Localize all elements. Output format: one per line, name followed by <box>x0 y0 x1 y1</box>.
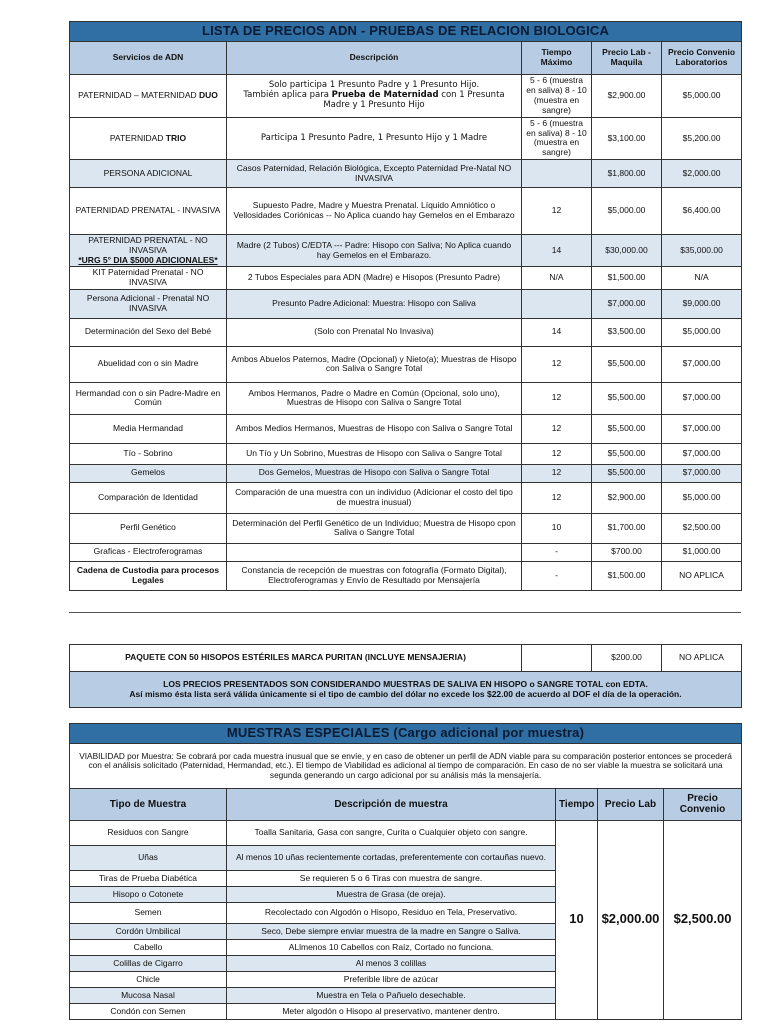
service-name: KIT Paternidad Prenatal - NO INVASIVA <box>70 267 227 290</box>
service-name: Perfil Genético <box>70 513 227 543</box>
description: Casos Paternidad, Relación Biológica, Excepto Paternidad Pre-Natal NO INVASIVA <box>227 160 522 188</box>
service-name-bold: TRIO <box>165 132 187 143</box>
agreement-price: NO APLICA <box>662 561 742 590</box>
service-name: Tío - Sobrino <box>70 443 227 464</box>
sample-description: Preferible libre de azúcar <box>227 971 556 987</box>
agreement-price: $7,000.00 <box>662 443 742 464</box>
service-name: Comparación de Identidad <box>70 482 227 513</box>
agreement-price: $5,200.00 <box>662 117 742 159</box>
sample-type: Mucosa Nasal <box>70 987 227 1003</box>
sample-description: ALlmenos 10 Cabellos con Raíz, Cortado no funciona. <box>227 939 556 955</box>
header-lab-price: Precio Lab - Maquila <box>592 41 662 74</box>
agreement-price: $7,000.00 <box>662 346 742 382</box>
table-row <box>70 414 742 443</box>
sample-description: Recolectado con Algodón o Hisopo, Residuo en Tela, Preservativo. <box>227 902 556 923</box>
sample-type: Uñas <box>70 845 227 870</box>
description: Dos Gemelos, Muestras de Hisopo con Saliva o Sangre Total <box>227 464 522 482</box>
header-sample-lab-price: Precio Lab <box>598 788 664 820</box>
header-time: Tiempo Máximo <box>522 41 592 74</box>
service-name: PERSONA ADICIONAL <box>70 160 227 188</box>
special-agreement-price: $2,500.00 <box>664 820 742 1019</box>
price-list-title: LISTA DE PRECIOS ADN - PRUEBAS DE RELACION BIOLOGICA <box>70 22 742 42</box>
table-row <box>70 820 742 845</box>
header-sample-time: Tiempo <box>556 788 598 820</box>
time-cell: 14 <box>522 318 592 346</box>
description: Solo participa 1 Presunto Padre y 1 Presunto Hijo. <box>268 80 480 91</box>
description: (Solo con Prenatal No Invasiva) <box>227 318 522 346</box>
service-name: Media Hermandad <box>70 414 227 443</box>
time-cell: 12 <box>522 482 592 513</box>
table-row <box>70 318 742 346</box>
service-name: PATERNIDAD <box>109 132 166 143</box>
time-cell: 5 - 6 (muestra en saliva) 8 - 10 (muestra en sangre) <box>522 74 592 117</box>
header-sample-description: Descripción de muestra <box>227 788 556 820</box>
description: 2 Tubos Especiales para ADN (Madre) e Hisopos (Presunto Padre) <box>227 267 522 290</box>
service-name: Persona Adicional - Prenatal NO INVASIVA <box>70 289 227 318</box>
lab-price: $5,500.00 <box>592 382 662 414</box>
service-name: Determinación del Sexo del Bebé <box>70 318 227 346</box>
service-name-bold: DUO <box>199 90 218 101</box>
description: con 1 Presunta Madre y 1 Presunto Hijo <box>323 90 505 110</box>
sample-description: Meter algodón o Hisopo al preservativo, mantener dentro. <box>227 1003 556 1019</box>
description: Madre (2 Tubos) C/EDTA --- Padre: Hisopo con Saliva; No Aplica cuando hay Gemelos en el Embarazo. <box>227 235 522 267</box>
urgent-note: *URG 5° DIA $5000 ADICIONALES* <box>78 254 218 265</box>
time-cell: 14 <box>522 235 592 267</box>
agreement-price: $5,000.00 <box>662 482 742 513</box>
table-row <box>70 160 742 188</box>
sample-description: Al menos 10 uñas recientemente cortadas, preferentemente con cortauñas nuevo. <box>227 845 556 870</box>
description: Supuesto Padre, Madre y Muestra Prenatal. Líquido Amniótico o Vellosidades Coriónicas -- No Aplica cuando hay Gemelos en el Embarazo <box>227 188 522 235</box>
lab-price: $2,900.00 <box>592 482 662 513</box>
package-table <box>69 644 742 708</box>
sample-type: Hisopo o Cotonete <box>70 886 227 902</box>
time-cell: 12 <box>522 382 592 414</box>
header-agreement-price: Precio Convenio Laboratorios <box>662 41 742 74</box>
package-lab-price: $200.00 <box>592 645 662 672</box>
time-cell: - <box>522 543 592 561</box>
agreement-price: $6,400.00 <box>662 188 742 235</box>
lab-price: $700.00 <box>592 543 662 561</box>
agreement-price: $2,000.00 <box>662 160 742 188</box>
package-time <box>522 645 592 672</box>
description: Ambos Hermanos, Padre o Madre en Común (Opcional, solo uno), Muestras de Hisopo con Saliva o Sangre Total <box>227 382 522 414</box>
special-time: 10 <box>556 820 598 1019</box>
sample-type: Chicle <box>70 971 227 987</box>
table-row <box>70 188 742 235</box>
header-description: Descripción <box>227 41 522 74</box>
price-list-table <box>69 21 742 591</box>
sample-type: Cabello <box>70 939 227 955</box>
table-row <box>70 346 742 382</box>
agreement-price: $5,000.00 <box>662 74 742 117</box>
description: Ambos Abuelos Paternos, Madre (Opcional) y Nieto(a); Muestras de Hisopo con Saliva o Sangre Total <box>227 346 522 382</box>
special-samples-table <box>69 723 742 1020</box>
agreement-price: $9,000.00 <box>662 289 742 318</box>
special-samples-title: MUESTRAS ESPECIALES (Cargo adicional por muestra) <box>70 724 742 744</box>
special-lab-price: $2,000.00 <box>598 820 664 1019</box>
lab-price: $7,000.00 <box>592 289 662 318</box>
table-row <box>70 443 742 464</box>
agreement-price: $7,000.00 <box>662 382 742 414</box>
sample-description: Muestra de Grasa (de oreja). <box>227 886 556 902</box>
table-row <box>70 117 742 159</box>
table-row <box>70 289 742 318</box>
description: Un Tío y Un Sobrino, Muestras de Hisopo con Saliva o Sangre Total <box>227 443 522 464</box>
description: Constancia de recepción de muestras con fotografía (Formato Digital), Electroferogramas y Envío de Resultado por Mensajería <box>227 561 522 590</box>
table-row <box>70 74 742 117</box>
service-name: Cadena de Custodia para procesos Legales <box>70 561 227 590</box>
sample-description: Seco, Debe siempre enviar muestra de la madre en Sangre o Saliva. <box>227 923 556 939</box>
lab-price: $5,500.00 <box>592 346 662 382</box>
time-cell <box>522 289 592 318</box>
agreement-price: $7,000.00 <box>662 464 742 482</box>
section-divider <box>69 612 741 613</box>
lab-price: $5,500.00 <box>592 443 662 464</box>
lab-price: $1,700.00 <box>592 513 662 543</box>
sample-type: Colillas de Cigarro <box>70 955 227 971</box>
lab-price: $1,500.00 <box>592 561 662 590</box>
agreement-price: $5,000.00 <box>662 318 742 346</box>
table-row <box>70 482 742 513</box>
lab-price: $3,500.00 <box>592 318 662 346</box>
header-sample-agreement-price: Precio Convenio <box>664 788 742 820</box>
sample-type: Residuos con Sangre <box>70 820 227 845</box>
header-service: Servicios de ADN <box>70 41 227 74</box>
description: También aplica para <box>243 90 332 101</box>
time-cell: 5 - 6 (muestra en saliva) 8 - 10 (muestra en sangre) <box>522 117 592 159</box>
description-bold: Prueba de Maternidad <box>331 90 439 101</box>
table-row <box>70 464 742 482</box>
service-name: Hermandad con o sin Padre-Madre en Común <box>70 382 227 414</box>
table-row <box>70 267 742 290</box>
package-label: PAQUETE CON 50 HISOPOS ESTÉRILES MARCA PURITAN (INCLUYE MENSAJERIA) <box>70 645 522 672</box>
service-name: PATERNIDAD PRENATAL - INVASIVA <box>70 188 227 235</box>
lab-price: $5,500.00 <box>592 464 662 482</box>
sample-description: Toalla Sanitaria, Gasa con sangre, Curita o Cualquier objeto con sangre. <box>227 820 556 845</box>
sample-description: Al menos 3 colillas <box>227 955 556 971</box>
sample-type: Semen <box>70 902 227 923</box>
viability-note: VIABILIDAD por Muestra: Se cobrará por cada muestra inusual que se envíe, y en caso de obtener un perfil de ADN viable para su comparación posterior entonces se procederá con el análisis solicitado (Paternidad, Hermandad, etc.). El tiempo de Viabilidad es adicional al tiempo de comparación. En caso de no ser viable la muestra se solicitará una segunda generando un cargo adicional por su análisis más la mensajería. <box>70 743 742 788</box>
package-row <box>70 645 742 672</box>
header-sample-type: Tipo de Muestra <box>70 788 227 820</box>
table-row <box>70 235 742 267</box>
price-note-row <box>70 672 742 708</box>
table-row <box>70 561 742 590</box>
lab-price: $30,000.00 <box>592 235 662 267</box>
sample-type: Condón con Semen <box>70 1003 227 1019</box>
time-cell: - <box>522 561 592 590</box>
description: Ambos Medios Hermanos, Muestras de Hisopo con Saliva o Sangre Total <box>227 414 522 443</box>
description: Comparación de una muestra con un individuo (Adicionar el costo del tipo de muestra inusual) <box>227 482 522 513</box>
agreement-price: $1,000.00 <box>662 543 742 561</box>
lab-price: $1,800.00 <box>592 160 662 188</box>
service-name: PATERNIDAD – MATERNIDAD <box>78 90 199 101</box>
sample-type: Tiras de Prueba Diabética <box>70 870 227 886</box>
description: Presunto Padre Adicional: Muestra: Hisopo con Saliva <box>227 289 522 318</box>
lab-price: $3,100.00 <box>592 117 662 159</box>
service-name: PATERNIDAD PRENATAL - NO INVASIVA <box>88 235 208 255</box>
description <box>227 543 522 561</box>
time-cell: 12 <box>522 188 592 235</box>
time-cell: 12 <box>522 443 592 464</box>
lab-price: $5,500.00 <box>592 414 662 443</box>
price-note-line1: LOS PRECIOS PRESENTADOS SON CONSIDERANDO MUESTRAS DE SALIVA EN HISOPO o SANGRE TOTAL con EDTA. <box>163 678 648 689</box>
table-row <box>70 382 742 414</box>
description: Participa 1 Presunto Padre, 1 Presunto Hijo y 1 Madre <box>227 117 522 159</box>
lab-price: $5,000.00 <box>592 188 662 235</box>
lab-price: $2,900.00 <box>592 74 662 117</box>
agreement-price: $35,000.00 <box>662 235 742 267</box>
time-cell: 12 <box>522 464 592 482</box>
service-name: Gemelos <box>70 464 227 482</box>
time-cell: 12 <box>522 414 592 443</box>
sample-type: Cordón Umbilical <box>70 923 227 939</box>
agreement-price: $2,500.00 <box>662 513 742 543</box>
sample-description: Se requieren 5 o 6 Tiras con muestra de sangre. <box>227 870 556 886</box>
table-row <box>70 513 742 543</box>
agreement-price: N/A <box>662 267 742 290</box>
price-note-line2: Así mismo ésta lista será válida únicamente si el tipo de cambio del dólar no excede los $22.00 de acuerdo al DOF el día de la operación. <box>129 688 682 699</box>
lab-price: $1,500.00 <box>592 267 662 290</box>
service-name: Abuelidad con o sin Madre <box>70 346 227 382</box>
service-name: Graficas - Electroferogramas <box>70 543 227 561</box>
agreement-price: $7,000.00 <box>662 414 742 443</box>
time-cell: 10 <box>522 513 592 543</box>
time-cell: N/A <box>522 267 592 290</box>
description: Determinación del Perfil Genético de un Individuo; Muestra de Hisopo cpon Saliva o Sangre Total <box>227 513 522 543</box>
table-row <box>70 543 742 561</box>
time-cell: 12 <box>522 346 592 382</box>
time-cell <box>522 160 592 188</box>
sample-description: Muestra en Tela o Pañuelo desechable. <box>227 987 556 1003</box>
package-agreement-price: NO APLICA <box>662 645 742 672</box>
